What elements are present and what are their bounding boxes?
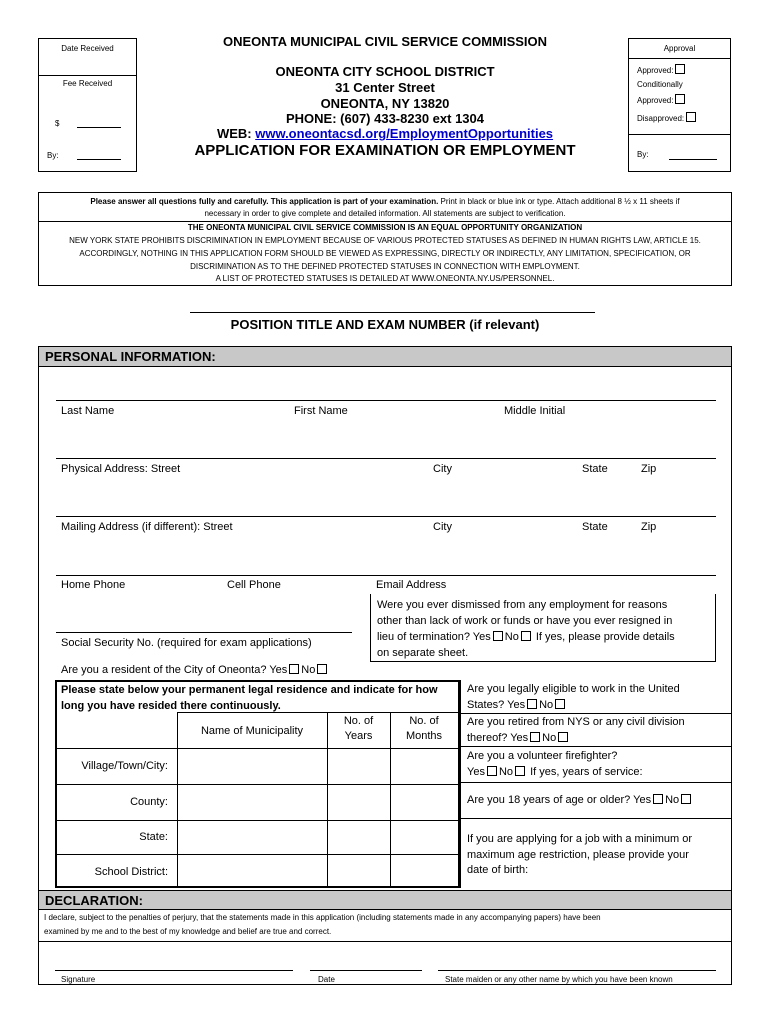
approval-by-divider [629, 134, 730, 135]
resident-question [61, 664, 329, 676]
maiden-name-field[interactable] [438, 962, 716, 971]
fee-received-label: Fee Received [62, 79, 113, 88]
phone-number: PHONE: (607) 433-8230 ext 1304 [285, 111, 484, 126]
dismissed-line-2: other than lack of work or funds or have you ever resigned in [377, 615, 673, 627]
residence-table [55, 680, 460, 888]
age18-no-label: No [665, 794, 680, 806]
eligible-yes-checkbox[interactable] [527, 699, 537, 709]
physical-zip-label: Zip [641, 463, 657, 475]
physical-address-field[interactable] [56, 450, 716, 459]
declaration-divider [38, 941, 732, 942]
email-label: Email Address [376, 579, 447, 591]
firefighter-no-label: No [498, 766, 514, 778]
signature-label: Signature [61, 975, 96, 984]
ssn-field[interactable] [56, 624, 352, 633]
row-state-label: State: [139, 831, 168, 843]
dob-line-1: If you are applying for a job with a minimum or [467, 833, 692, 845]
resident-yes-label: Are you a resident of the City of Oneonta? Yes [61, 664, 288, 676]
col-months-l1: No. of [409, 715, 439, 727]
physical-state-label: State [582, 463, 608, 475]
dollar-label: $ [55, 119, 60, 128]
instructions-line-1 [39, 197, 731, 206]
cond-approved-label: Approved: [637, 96, 674, 105]
last-name-label: Last Name [61, 405, 115, 417]
declaration-line-1: I declare, subject to the penalties of perjury, that the statements made in this application (including statements made in any accompanying papers) have been [44, 913, 601, 922]
declaration-title: DECLARATION: [45, 893, 143, 908]
age18-yes-checkbox[interactable] [653, 794, 663, 804]
approved-line [637, 64, 687, 75]
physical-street-label: Physical Address: Street [61, 463, 181, 475]
dismissed-line-1: Were you ever dismissed from any employment for reasons [377, 599, 668, 611]
instructions-line-6: DISCRIMINATION AS TO THE DEFINED PROTECTED STATUSES IN CONNECTION WITH EMPLOYMENT. [190, 262, 580, 271]
signature-field[interactable] [55, 962, 293, 971]
row-line-1 [57, 748, 458, 749]
street-address: 31 Center Street [335, 80, 435, 95]
header-bottom-line [177, 712, 458, 713]
cond-approved-checkbox[interactable] [675, 94, 685, 104]
eligible-no-checkbox[interactable] [555, 699, 565, 709]
approval-box [628, 38, 731, 172]
col-line-1 [177, 712, 178, 886]
approval-title-divider [629, 58, 730, 59]
firefighter-years-label: If yes, years of service: [530, 766, 643, 778]
firefighter-yes-label: Yes [467, 766, 485, 778]
position-title-label: POSITION TITLE AND EXAM NUMBER (if relevant) [230, 317, 540, 332]
firefighter-line-1: Are you a volunteer firefighter? [467, 750, 618, 762]
dismissed-yes-label: lieu of termination? Yes [377, 631, 491, 643]
dob-line-2: maximum age restriction, please provide your [467, 849, 689, 861]
position-title-field[interactable] [190, 300, 595, 313]
dismissed-no-checkbox[interactable] [521, 631, 531, 641]
instructions-rest: Print in black or blue ink or type. Attach additional 8 ½ x 11 sheets if [438, 197, 680, 206]
cell-phone-label: Cell Phone [227, 579, 281, 591]
resident-no-label: No [301, 664, 316, 676]
resident-yes-checkbox[interactable] [289, 664, 299, 674]
right-questions-box [460, 680, 716, 888]
approval-by-field[interactable] [669, 151, 717, 160]
date-label: Date [318, 975, 335, 984]
dismissed-yes-checkbox[interactable] [493, 631, 503, 641]
middle-initial-label: Middle Initial [504, 405, 566, 417]
eligible-yes-label: States? Yes [467, 699, 526, 711]
col-years [327, 715, 390, 742]
office-by-label: By: [47, 151, 59, 160]
resident-no-checkbox[interactable] [317, 664, 327, 674]
website-link[interactable]: www.oneontacsd.org/EmploymentOpportunities [255, 126, 554, 141]
city-state-zip: ONEONTA, NY 13820 [320, 96, 450, 111]
cond-approved-line [637, 94, 687, 105]
residence-heading-1: Please state below your permanent legal residence and indicate for how [61, 684, 438, 696]
mailing-address-field[interactable] [56, 508, 716, 517]
first-name-label: First Name [294, 405, 348, 417]
mailing-street-label: Mailing Address (if different): Street [61, 521, 233, 533]
retired-no-label: No [542, 732, 557, 744]
commission-name: ONEONTA MUNICIPAL CIVIL SERVICE COMMISSION [222, 34, 548, 49]
approval-by-label: By: [637, 150, 649, 159]
retired-no-checkbox[interactable] [558, 732, 568, 742]
personal-info-title: PERSONAL INFORMATION: [45, 349, 216, 364]
row-county-label: County: [130, 796, 168, 808]
date-field[interactable] [310, 962, 422, 971]
instructions-box [38, 192, 732, 286]
age18-no-checkbox[interactable] [681, 794, 691, 804]
disapproved-line [637, 112, 698, 123]
retired-yes-checkbox[interactable] [530, 732, 540, 742]
dob-line-3: date of birth: [467, 864, 529, 876]
maiden-name-label: State maiden or any other name by which you have been known [445, 975, 673, 984]
conditionally-label: Conditionally [637, 80, 683, 89]
disapproved-checkbox[interactable] [686, 112, 696, 122]
approved-checkbox[interactable] [675, 64, 685, 74]
dismissed-question-box [370, 594, 716, 662]
approval-title: Approval [663, 44, 696, 53]
approved-label: Approved: [637, 66, 674, 75]
col-municipality: Name of Municipality [200, 725, 304, 737]
firefighter-yes-checkbox[interactable] [487, 766, 497, 776]
col-months-l2: Months [405, 730, 443, 742]
retired-line-2 [467, 732, 570, 744]
web-label: WEB: [216, 126, 256, 141]
date-received-label: Date Received [61, 44, 114, 53]
physical-city-label: City [433, 463, 452, 475]
mailing-city-label: City [433, 521, 452, 533]
eligible-line-1: Are you legally eligible to work in the United [467, 683, 680, 695]
age18-divider [461, 818, 732, 819]
row-line-2 [57, 784, 458, 785]
retired-line-1: Are you retired from NYS or any civil division [467, 716, 685, 728]
phone-email-field[interactable] [56, 567, 716, 576]
retired-divider [461, 746, 732, 747]
ssn-label: Social Security No. (required for exam applications) [61, 637, 312, 649]
col-years-l2: Years [344, 730, 373, 742]
instructions-line-2: necessary in order to give complete and detailed information. All statements are subject to verification. [204, 209, 566, 218]
instructions-line-4: NEW YORK STATE PROHIBITS DISCRIMINATION IN EMPLOYMENT BECAUSE OF VARIOUS PROTECTED STATUSES AS DEFINED IN HUMAN RIGHTS LAW, ARTICLE 15. [69, 236, 701, 245]
instructions-bold: Please answer all questions fully and carefully. This application is part of your examination. [90, 197, 439, 206]
row-village-label: Village/Town/City: [81, 760, 168, 772]
firefighter-line-2 [467, 766, 643, 778]
row-line-3 [57, 820, 458, 821]
eligible-divider [461, 713, 732, 714]
home-phone-label: Home Phone [61, 579, 126, 591]
instructions-divider [39, 221, 731, 222]
dismissed-line-3 [377, 631, 675, 643]
age18-line [467, 794, 693, 806]
dismissed-line-4: on separate sheet. [377, 647, 469, 659]
dismissed-no-label: No [504, 631, 519, 643]
row-school-district-label: School District: [94, 866, 168, 878]
name-field[interactable] [56, 390, 716, 401]
instructions-line-7: A LIST OF PROTECTED STATUSES IS DETAILED AT WWW.ONEONTA.NY.US/PERSONNEL. [215, 274, 555, 283]
col-months [390, 715, 458, 742]
mailing-zip-label: Zip [641, 521, 657, 533]
declaration-line-2: examined by me and to the best of my knowledge and belief are true and correct. [44, 927, 332, 936]
eligible-line-2 [467, 699, 567, 711]
residence-heading-2: long you have resided there continuously. [61, 700, 281, 712]
dismissed-details-label: If yes, please provide details [535, 631, 675, 643]
eoe-statement: THE ONEONTA MUNICIPAL CIVIL SERVICE COMMISSION IS AN EQUAL OPPORTUNITY ORGANIZATION [187, 223, 583, 232]
row-line-4 [57, 854, 458, 855]
instructions-line-5: ACCORDINGLY, NOTHING IN THIS APPLICATION FORM SHOULD BE VIEWED AS EXPRESSING, DIRECTLY OR INDIRECTLY, ANY LIMITATION, SPECIFICATION, OR [79, 249, 691, 258]
disapproved-label: Disapproved: [637, 114, 685, 123]
col-years-l1: No. of [343, 715, 374, 727]
eligible-no-label: No [539, 699, 554, 711]
district-name: ONEONTA CITY SCHOOL DISTRICT [275, 64, 495, 79]
retired-yes-label: thereof? Yes [467, 732, 529, 744]
age18-yes-label: Are you 18 years of age or older? Yes [467, 794, 652, 806]
mailing-state-label: State [582, 521, 608, 533]
declaration-header [38, 890, 732, 910]
firefighter-no-checkbox[interactable] [515, 766, 525, 776]
personal-info-header [38, 346, 732, 366]
firefighter-divider [461, 782, 732, 783]
application-title: APPLICATION FOR EXAMINATION OR EMPLOYMENT [194, 142, 576, 159]
